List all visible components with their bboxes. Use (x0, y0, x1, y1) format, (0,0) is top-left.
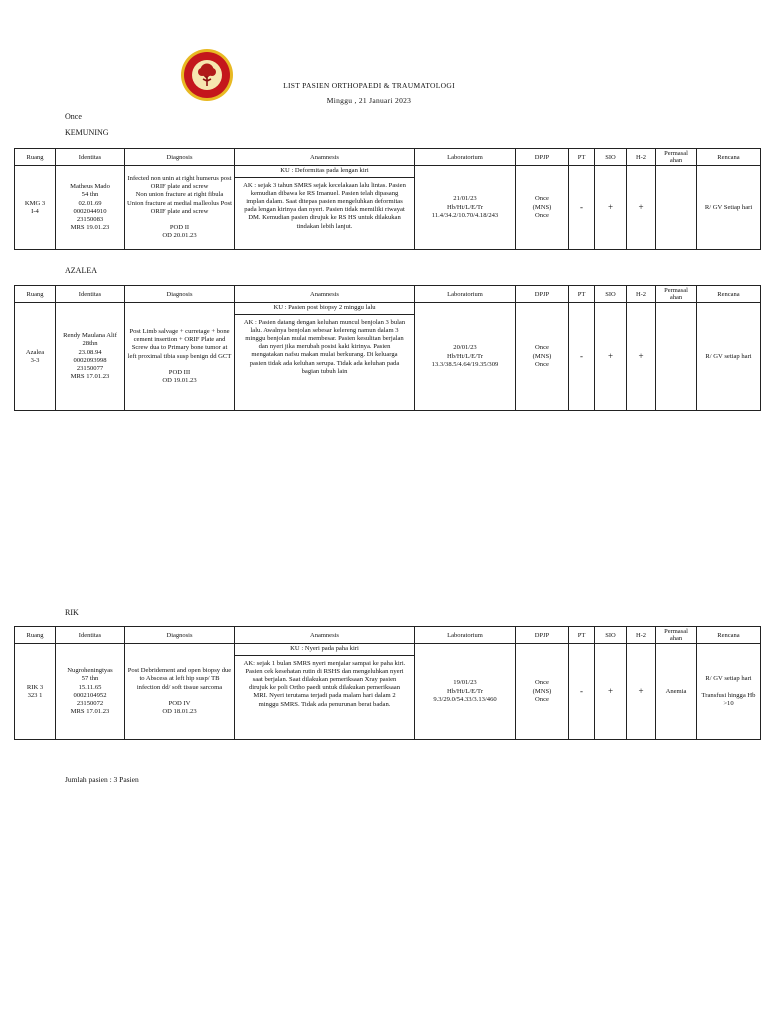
patient-count: Jumlah pasien : 3 Pasien (65, 775, 139, 784)
cell-identitas: Nugroheningtyas 57 thn 15.11.65 0002104952 23150072 MRS 17.01.23 (56, 644, 125, 740)
col-laboratorium: Laboratorium (415, 149, 516, 166)
cell-permasalahan (656, 166, 697, 250)
col-dpjp: DPJP (516, 627, 569, 644)
col-h2: H-2 (627, 627, 656, 644)
cell-anamnesis (235, 303, 415, 411)
col-identitas: Identitas (56, 286, 125, 303)
cell-sio: + (595, 644, 627, 740)
col-identitas: Identitas (56, 627, 125, 644)
cell-rencana: R/ GV setiap hari (697, 303, 761, 411)
col-rencana: Rencana (697, 627, 761, 644)
cell-h2: + (627, 303, 656, 411)
cell-dpjp: Once (MNS) Once (516, 303, 569, 411)
cell-anamnesis (235, 166, 415, 250)
col-ruang: Ruang (15, 627, 56, 644)
cell-rencana: R/ GV setiap hari Transfusi hingga Hb >10 (697, 644, 761, 740)
cell-sio: + (595, 166, 627, 250)
cell-anamnesis (235, 644, 415, 740)
col-sio: SIO (595, 286, 627, 303)
col-laboratorium: Laboratorium (415, 627, 516, 644)
table-row (15, 166, 761, 250)
cell-ruang: Azalea 3-3 (15, 303, 56, 411)
col-pt: PT (569, 627, 595, 644)
col-rencana: Rencana (697, 149, 761, 166)
hospital-emblem-icon (180, 48, 234, 102)
anamnesis-text: AK : Pasien datang dengan keluhan muncul benjolan 3 bulan lalu. Awalnya benjolan sebesar kelereng namun dalam 3 minggu benjolan mulai membesar. Pasien kesulitan berjalan dan nyeri jika merubah posisi kaki kirinya. Pasien mengatakan nafsu makan mulai berkurang. Di keluarga pasien tidak ada keluhan serupa. Tidak ada keluhan pada bagian tubuh lain (243, 318, 406, 375)
ward-label-kemuning: KEMUNING (65, 128, 109, 137)
col-h2: H-2 (627, 286, 656, 303)
ward-label-azalea: AZALEA (65, 266, 97, 275)
cell-identitas: Matheus Mado 54 thn 02.01.69 0002044910 23150083 MRS 19.01.23 (56, 166, 125, 250)
ku-text: KU : Pasien post biopsy 2 minggu lalu (235, 303, 414, 314)
col-h2: H-2 (627, 149, 656, 166)
cell-dpjp: Once (MNS) Once (516, 644, 569, 740)
table-header-row (15, 627, 761, 644)
anamnesis-text: AK : sejak 3 tahun SMRS sejak kecelakaan lalu lintas. Pasien kemudian dibawa ke RS Imanuel. Pasien telah dipasang implan dalam. Saat ditepas pasien mengeluhkan deformitas pada lengan kirinya dan nyeri. Pasien tidak memiliki riwayat DM. Kemudian pasien dirujuk ke RS HS untuk dilakukan tindakan lebih lanjut. (243, 181, 406, 230)
cell-dpjp: Once (MNS) Once (516, 166, 569, 250)
cell-h2: + (627, 166, 656, 250)
col-diagnosis: Diagnosis (125, 286, 235, 303)
cell-rencana: R/ GV Setiap hari (697, 166, 761, 250)
cell-diagnosis: Post Debridement and open biopsy due to Abscess at left hip susp/ TB infection dd/ soft tissue sarcoma POD IV OD 18.01.23 (125, 644, 235, 740)
cell-permasalahan (656, 303, 697, 411)
col-anamnesis: Anamnesis (235, 149, 415, 166)
cell-permasalahan: Anemia (656, 644, 697, 740)
col-sio: SIO (595, 149, 627, 166)
cell-laboratorium: 19/01/23 Hb/Ht/L/E/Tr 9.3/29.0/54.33/3.13/460 (415, 644, 516, 740)
cell-diagnosis: Infected non unin at right humerus post ORIF plate and screw Non union fracture at right fibula Union fracture at medial malleolus Post ORIF plate and screw POD II OD 20.01.23 (125, 166, 235, 250)
cell-laboratorium: 20/01/23 Hb/Ht/L/E/Tr 13.3/38.5/4.64/19.35/309 (415, 303, 516, 411)
col-pt: PT (569, 149, 595, 166)
cell-sio: + (595, 303, 627, 411)
oncall-label: Once (65, 112, 82, 121)
col-permasalahan: Permasal ahan (656, 149, 697, 166)
table-row (15, 644, 761, 740)
col-permasalahan: Permasal ahan (656, 627, 697, 644)
cell-identitas: Rendy Maulana Alif 28thn 23.08.94 0002093998 23150077 MRS 17.01.23 (56, 303, 125, 411)
anamnesis-text: AK: sejak 1 bulan SMRS nyeri menjalar sampai ke paha kiri. Pasien cek kesehatan rutin di RSHS dan mengeluhkan nyeri saat berjalan. Saat dilakukan pemeriksaan Xray pasien dirujuk ke poli Ortho paedi untuk dilakukan pemeriksaan MRI. Nyeri terutama terjadi pada malam hari dalam 2 minggu SMRS. Tidak ada penurunan berat badan. (243, 659, 406, 708)
cell-ruang: KMG 3 I-4 (15, 166, 56, 250)
col-anamnesis: Anamnesis (235, 627, 415, 644)
patient-table-rik (14, 626, 761, 740)
page-title: LIST PASIEN ORTHOPAEDI & TRAUMATOLOGI (283, 81, 455, 90)
patient-table-azalea (14, 285, 761, 411)
col-ruang: Ruang (15, 286, 56, 303)
col-anamnesis: Anamnesis (235, 286, 415, 303)
table-header-row (15, 149, 761, 166)
col-identitas: Identitas (56, 149, 125, 166)
ward-label-rik: RIK (65, 608, 79, 617)
col-permasalahan: Permasal ahan (656, 286, 697, 303)
col-pt: PT (569, 286, 595, 303)
col-sio: SIO (595, 627, 627, 644)
patient-table-kemuning (14, 148, 761, 250)
col-diagnosis: Diagnosis (125, 627, 235, 644)
col-diagnosis: Diagnosis (125, 149, 235, 166)
table-row (15, 303, 761, 411)
ku-text: KU : Nyeri pada paha kiri (235, 644, 414, 655)
col-rencana: Rencana (697, 286, 761, 303)
cell-ruang: RIK 3 323 1 (15, 644, 56, 740)
col-ruang: Ruang (15, 149, 56, 166)
col-dpjp: DPJP (516, 286, 569, 303)
col-laboratorium: Laboratorium (415, 286, 516, 303)
table-header-row (15, 286, 761, 303)
cell-h2: + (627, 644, 656, 740)
cell-pt: - (569, 303, 595, 411)
cell-pt: - (569, 166, 595, 250)
cell-pt: - (569, 644, 595, 740)
cell-laboratorium: 21/01/23 Hb/Ht/L/E/Tr 11.4/34.2/10.70/4.18/243 (415, 166, 516, 250)
cell-diagnosis: Post Limb salvage + curretage + bone cement insertion + ORIF Plate and Screw dua to Primary bone tumor at left proximal tibia susp benign dd GCT POD III OD 19.01.23 (125, 303, 235, 411)
page-date: Minggu , 21 Januari 2023 (326, 96, 412, 105)
ku-text: KU : Deformitas pada lengan kiri (235, 166, 414, 177)
col-dpjp: DPJP (516, 149, 569, 166)
